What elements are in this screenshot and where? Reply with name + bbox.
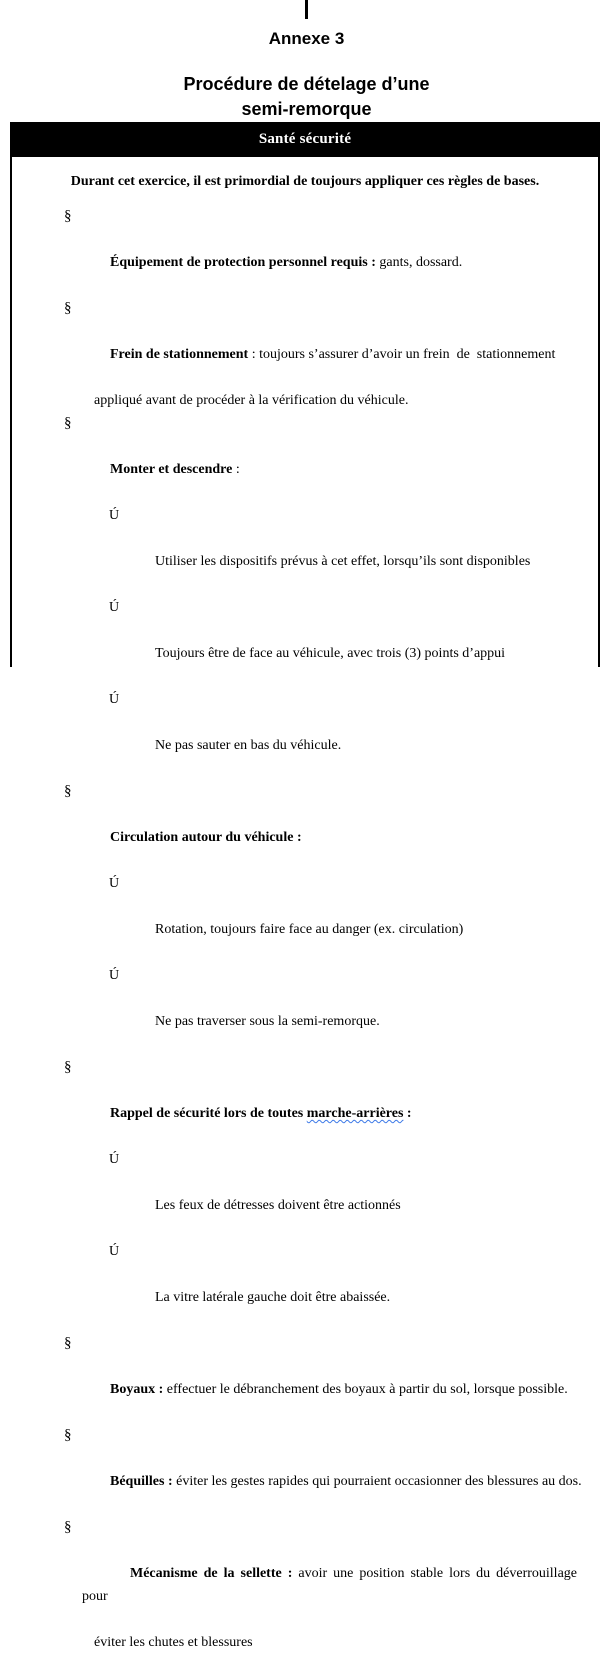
arrow-bullet-icon: Ú bbox=[109, 876, 120, 891]
spellcheck-flagged-word: marche-arrières bbox=[306, 1106, 404, 1121]
section-bullet-icon: § bbox=[64, 1519, 72, 1535]
arrow-bullet-icon: Ú bbox=[109, 600, 120, 615]
section-banner: Santé sécurité bbox=[10, 122, 600, 157]
item-term: Frein de stationnement bbox=[110, 347, 249, 362]
arrow-bullet-icon: Ú bbox=[109, 692, 120, 707]
subitem-text: La vitre latérale gauche doit être abaissée. bbox=[155, 1290, 391, 1305]
list-item bbox=[12, 1516, 598, 1631]
item-term: Circulation autour du véhicule : bbox=[110, 830, 302, 845]
list-item bbox=[12, 297, 598, 389]
document-title-line1: Procédure de dételage d’une bbox=[183, 74, 430, 94]
item-term: Boyaux : bbox=[110, 1382, 164, 1397]
section-bullet-icon: § bbox=[64, 300, 72, 316]
document-title bbox=[0, 72, 613, 122]
subitem-text: Utiliser les dispositifs prévus à cet effet, lorsqu’ils sont disponibles bbox=[155, 554, 531, 569]
item-term: Mécanisme de la sellette : bbox=[130, 1566, 293, 1581]
item-continuation: appliqué avant de procéder à la vérification du véhicule. bbox=[94, 393, 409, 408]
arrow-bullet-icon: Ú bbox=[109, 1152, 120, 1167]
section-bullet-icon: § bbox=[64, 208, 72, 224]
subitem-text: Ne pas sauter en bas du véhicule. bbox=[155, 738, 342, 753]
intro-statement: Durant cet exercice, il est primordial de toujours appliquer ces règles de bases. bbox=[70, 174, 540, 189]
rules-box bbox=[10, 157, 600, 1650]
section-bullet-icon: § bbox=[64, 415, 72, 431]
section-bullet-icon: § bbox=[64, 1059, 72, 1075]
item-text: avoir une position stable lors du déverrouillage pour bbox=[82, 1566, 583, 1604]
item-text: éviter les gestes rapides qui pourraient occasionner des blessures au dos. bbox=[172, 1474, 582, 1489]
list-item bbox=[12, 1332, 598, 1424]
item-term: Béquilles : bbox=[110, 1474, 173, 1489]
item-text: gants, dossard. bbox=[375, 255, 463, 270]
list-subitem bbox=[12, 964, 598, 1056]
item-term: Rappel de sécurité lors de toutes bbox=[110, 1106, 307, 1121]
item-term: Monter et descendre bbox=[110, 462, 233, 477]
item-text: : toujours s’assurer d’avoir un frein de stationnement bbox=[248, 347, 556, 362]
section-bullet-icon: § bbox=[64, 1427, 72, 1443]
subitem-text: Rotation, toujours faire face au danger (ex. circulation) bbox=[155, 922, 464, 937]
section-bullet-icon: § bbox=[64, 783, 72, 799]
item-continuation: éviter les chutes et blessures bbox=[94, 1635, 253, 1650]
list-subitem bbox=[12, 1240, 598, 1332]
subitem-text: Toujours être de face au véhicule, avec trois (3) points d’appui bbox=[155, 646, 506, 661]
item-term: : bbox=[403, 1106, 412, 1121]
subitem-text: Ne pas traverser sous la semi-remorque. bbox=[155, 1014, 380, 1029]
list-subitem bbox=[12, 1148, 598, 1240]
list-subitem bbox=[12, 872, 598, 964]
annexe-heading: Annexe 3 bbox=[268, 29, 345, 48]
item-text: effectuer le débranchement des boyaux à partir du sol, lorsque possible. bbox=[163, 1382, 568, 1397]
document-title-line2: semi-remorque bbox=[241, 99, 372, 119]
list-item bbox=[12, 205, 598, 297]
arrow-bullet-icon: Ú bbox=[109, 1244, 120, 1259]
subitem-text: Les feux de détresses doivent être actionnés bbox=[155, 1198, 401, 1213]
list-item bbox=[12, 412, 598, 504]
list-subitem bbox=[12, 688, 598, 780]
page-top-tick-mark bbox=[305, 0, 308, 19]
rules-list bbox=[12, 205, 598, 1654]
list-item bbox=[12, 780, 598, 872]
list-subitem bbox=[12, 596, 598, 688]
item-text: : bbox=[232, 462, 240, 477]
list-subitem bbox=[12, 504, 598, 596]
item-term: Équipement de protection personnel requis : bbox=[110, 255, 376, 270]
list-item bbox=[12, 1424, 598, 1516]
arrow-bullet-icon: Ú bbox=[109, 508, 120, 523]
arrow-bullet-icon: Ú bbox=[109, 968, 120, 983]
section-bullet-icon: § bbox=[64, 1335, 72, 1351]
list-item bbox=[12, 1056, 598, 1148]
